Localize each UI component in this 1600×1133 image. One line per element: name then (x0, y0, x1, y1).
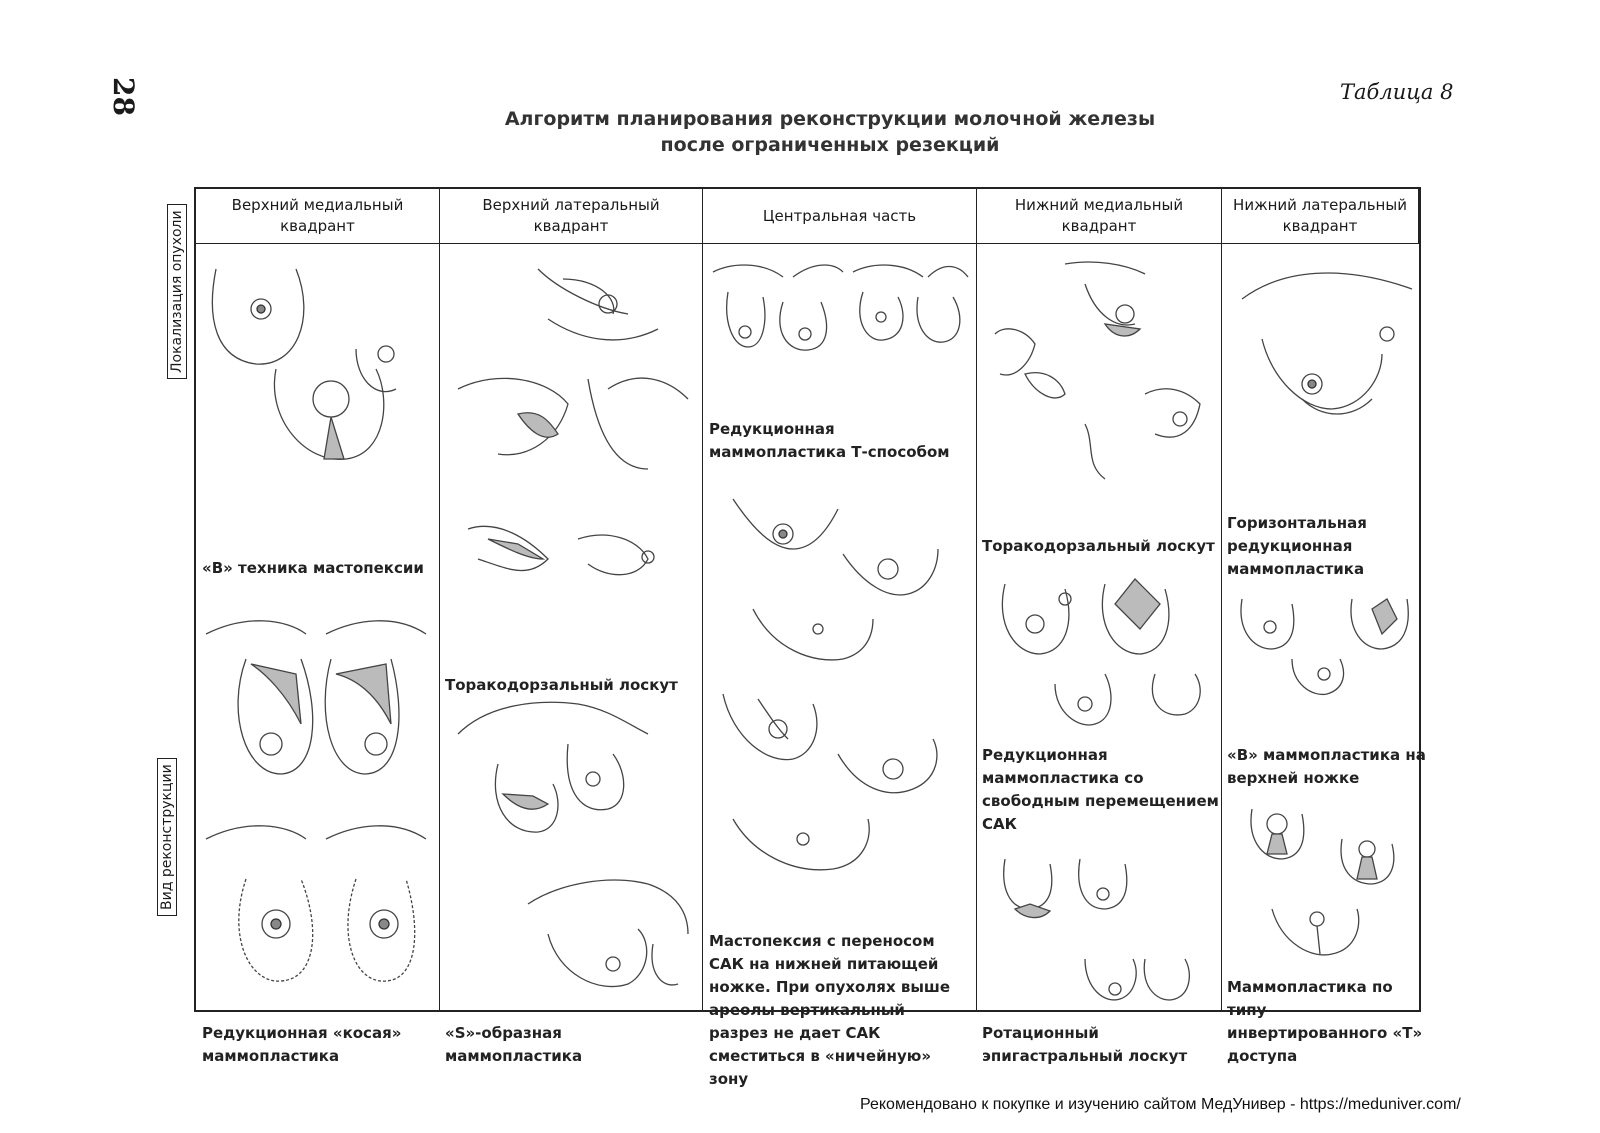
caption-free-nac-reduction: Редукционная маммопластика со свободным перемещением САК (982, 746, 1219, 833)
title-line-2: после ограниченных резекций (660, 134, 1000, 156)
column-upper-medial (196, 244, 440, 1065)
illustration-horizontal-reduction (1232, 259, 1422, 429)
caption-s-shaped: «S»-образная маммопластика (445, 1024, 583, 1065)
illustration-b-mastopexy (206, 259, 426, 479)
side-label-reconstruction: Вид реконструкции (157, 758, 177, 916)
caption-superior-pedicle: «B» маммопластика на верхней ножке (1227, 746, 1426, 787)
header-upper-medial: Верхний медиальный квадрант (196, 189, 440, 244)
illustration-b-mastopexy-result (206, 604, 426, 794)
caption-inverted-t: Маммопластика по типу инвертированного «Т» доступа (1227, 978, 1423, 1065)
caption-inferior-pedicle: Мастопексия с переносом САК на нижней питающей ножке. При опухолях выше ареолы вертикальный разрез не дает САК сместиться в «ничейную» зону (709, 932, 950, 1088)
column-lower-lateral (1222, 244, 1426, 1065)
illustration-superior-pedicle (1232, 589, 1422, 699)
illustration-t-reduction (713, 252, 968, 352)
illustration-free-nac-reduction (985, 574, 1215, 734)
header-lower-lateral: Нижний латеральный квадрант (1222, 189, 1419, 244)
footer-credit: Рекомендовано к покупке и изучению сайтом МедУнивер - https://meduniver.com/ (860, 1096, 1461, 1113)
illustration-thoracodorsal-flap (448, 259, 693, 609)
illustration-oblique-reduction (206, 809, 426, 999)
algorithm-table (194, 187, 1426, 1088)
caption-horizontal-reduction: Горизонтальная редукционная маммопластика (1227, 514, 1367, 578)
illustration-epigastric-flap (985, 849, 1215, 1029)
side-label-localization: Локализация опухоли (167, 204, 187, 379)
caption-b-mastopexy: «B» техника мастопексии (202, 559, 424, 577)
page-number: 28 (106, 77, 140, 116)
caption-epigastric-flap: Ротационный эпигастральный лоскут (982, 1024, 1188, 1065)
title-line-1: Алгоритм планирования реконструкции молочной железы (504, 108, 1156, 130)
caption-oblique-reduction: Редукционная «косая» маммопластика (202, 1024, 402, 1065)
illustration-inverted-t (1232, 799, 1422, 969)
illustration-inferior-pedicle (713, 489, 968, 879)
table-label: Таблица 8 (1340, 80, 1454, 104)
caption-thoracodorsal-flap-2: Торакодорзальный лоскут (982, 537, 1215, 555)
caption-t-reduction: Редукционная маммопластика Т-способом (709, 420, 950, 461)
page-title (380, 106, 1280, 158)
header-central: Центральная часть (703, 189, 977, 244)
illustration-thoracodorsal-medial (985, 254, 1215, 484)
column-upper-lateral (440, 244, 703, 1065)
column-lower-medial (977, 244, 1222, 1065)
header-upper-lateral: Верхний латеральный квадрант (440, 189, 703, 244)
header-lower-medial: Нижний медиальный квадрант (977, 189, 1222, 244)
illustration-s-shaped (448, 684, 693, 1004)
column-central (703, 244, 977, 1088)
caption-thoracodorsal-flap-1: Торакодорзальный лоскут (445, 676, 678, 694)
